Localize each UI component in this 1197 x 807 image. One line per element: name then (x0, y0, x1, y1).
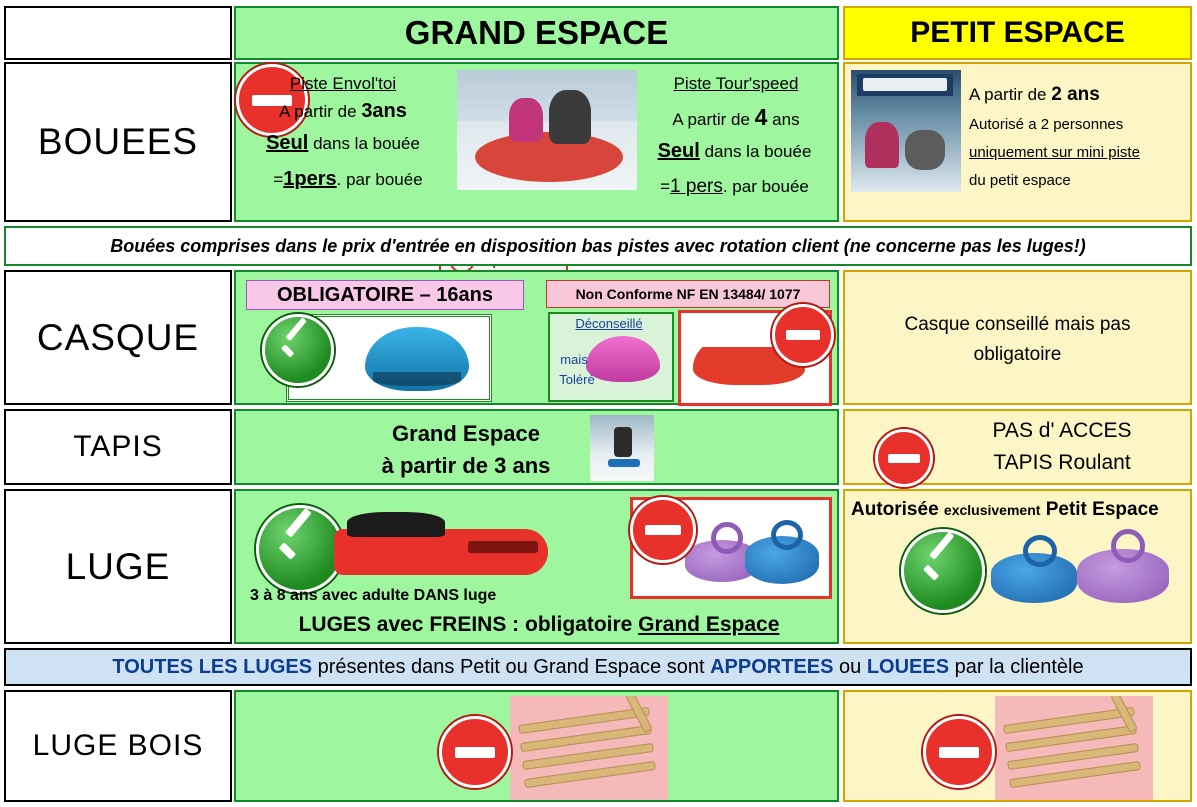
tapis-petit-line1: PAS d' ACCES (992, 419, 1132, 442)
no-entry-icon-luge-bois-petit (923, 716, 995, 788)
ok-check-icon-casque (262, 314, 334, 386)
luge-petit-suffix: Petit Espace (1045, 499, 1159, 520)
bouees-right-age-unit: ans (772, 110, 800, 129)
bouees-right-pers-line (632, 176, 837, 198)
tapis-grand-line1: Grand Espace (392, 421, 540, 446)
check-glyph-luge (275, 524, 324, 573)
luge-petit-cell (843, 489, 1192, 644)
casque-tolere-frame (548, 312, 674, 402)
bouees-right-age-prefix: A partir de (672, 110, 750, 129)
luge-bois-grand-cell (234, 690, 839, 802)
luge-bois-petit-cell (843, 690, 1192, 802)
luge-grand-note (244, 613, 834, 637)
casque-non-conforme-badge (546, 280, 830, 308)
casque-grand-cell (234, 270, 839, 405)
bouees-petit-line1-age: 2 ans (1051, 84, 1100, 105)
casque-petit-line2: obligatoire (973, 344, 1062, 365)
bouees-right-age-line (636, 104, 836, 131)
casque-obligatoire-badge (246, 280, 524, 310)
bouees-petit-line1-prefix: A partir de (969, 85, 1047, 104)
bouees-right-pers-suffix: . par bouée (722, 177, 809, 196)
casque-non-conforme-label: Non Conforme NF EN 13484/ 1077 (575, 286, 801, 302)
bouees-left-pers-suffix: . par bouée (336, 170, 423, 189)
header-grand-espace-label: GRAND ESPACE (404, 14, 669, 51)
no-entry-icon-luge (630, 497, 696, 563)
wood-sled-icon-grand (518, 710, 660, 790)
saucer-purple-icon-petit (1077, 549, 1169, 603)
row-label-luge-text: LUGE (65, 545, 171, 587)
saucer-blue-icon-petit (991, 553, 1077, 603)
bouees-left-pers: 1pers (283, 168, 337, 190)
bouees-left-age-line (248, 100, 438, 123)
row-label-tapis-text: TAPIS (73, 430, 163, 463)
row-label-luge-bois (4, 690, 232, 802)
wood-sled-icon-petit (1003, 710, 1145, 790)
band-part-5: LOUEES (866, 655, 950, 678)
bouees-grand-cell (234, 62, 839, 222)
bouees-piste-tourspeed: Piste Tour'speed (673, 74, 799, 93)
row-label-casque (4, 270, 232, 405)
header-petit-espace-label: PETIT ESPACE (910, 16, 1125, 49)
casque-obligatoire-label: OBLIGATOIRE – 16ans (277, 283, 493, 306)
casque-petit-line1: Casque conseillé mais pas (904, 314, 1131, 335)
photo-tapis (590, 415, 654, 481)
row-label-luge (4, 489, 232, 644)
row-label-casque-text: CASQUE (36, 316, 200, 358)
bouees-left-seul: Seul (266, 132, 309, 154)
header-petit-espace (843, 6, 1192, 60)
luge-grand-note-underline: Grand Espace (638, 613, 780, 636)
note-bouees-band (4, 226, 1192, 266)
row-label-bouees-text: BOUEES (37, 121, 199, 162)
bouees-petit-line3: uniquement sur mini piste (969, 144, 1140, 161)
photo-luge-bois-grand (510, 696, 668, 800)
luge-petit-line (851, 499, 1191, 521)
no-entry-icon-tapis (875, 429, 933, 487)
bouees-right-pers: 1 pers (670, 176, 723, 197)
band-toutes-les-luges (4, 648, 1192, 686)
tapis-grand-cell (234, 409, 839, 485)
bouees-left-age-prefix: A partir de (279, 102, 357, 121)
luge-petit-prefix: Autorisée (851, 499, 939, 520)
band-part-1: TOUTES LES LUGES (112, 655, 313, 678)
bouees-left-seul-suffix: dans la bouée (313, 134, 420, 153)
bouees-left-pers-prefix: = (273, 170, 284, 189)
bouees-right-seul-suffix: dans la bouée (704, 142, 812, 161)
band-part-4: ou (839, 655, 862, 678)
band-part-2: présentes dans Petit ou Grand Espace sont (317, 655, 705, 678)
casque-tolere-line1: Déconseillé (575, 316, 643, 331)
photo-luge-bois-petit (995, 696, 1153, 800)
saucer-blue-icon (745, 536, 819, 584)
row-label-luge-bois-text: LUGE BOIS (32, 729, 204, 762)
photo-mini-bouee (851, 70, 961, 192)
bouees-left-age: 3ans (361, 100, 407, 122)
bouees-petit-cell (843, 62, 1192, 222)
ok-check-icon-luge (256, 505, 344, 593)
luge-grand-cell (234, 489, 839, 644)
row-label-bouees (4, 62, 232, 222)
sled-red-icon (334, 529, 548, 575)
bouees-right-seul-line (632, 140, 837, 163)
no-entry-icon-luge-bois-grand (439, 716, 511, 788)
bouees-petit-line2: Autorisé a 2 personnes (969, 116, 1124, 133)
tapis-petit-line2: TAPIS Roulant (993, 451, 1131, 474)
bouees-petit-line4: du petit espace (969, 172, 1071, 189)
bouees-piste-envoltoi: Piste Envol'toi (289, 74, 397, 93)
luge-grand-caption: 3 à 8 ans avec adulte DANS luge (250, 587, 497, 604)
bouees-right-pers-prefix: = (660, 177, 671, 196)
bouees-left-pers-line (248, 168, 448, 191)
luge-petit-mid: exclusivement (943, 502, 1041, 518)
helmet-blue-icon (365, 327, 469, 391)
header-grand-espace (234, 6, 839, 60)
no-entry-icon-casque (772, 304, 834, 366)
bouees-petit-line1 (969, 84, 1184, 106)
ok-check-icon-petit-luge (901, 529, 985, 613)
note-bouees-text: Bouées comprises dans le prix d'entrée en disposition bas pistes avec rotation client (ne concerne pas les luges!) (110, 235, 1086, 256)
casque-petit-cell (843, 270, 1192, 405)
tapis-grand-line2: à partir de 3 ans (381, 453, 551, 478)
tapis-petit-cell (843, 409, 1192, 485)
luge-grand-note-prefix: LUGES avec FREINS : obligatoire (298, 613, 633, 636)
casque-tolere-line3: Toléré (559, 372, 595, 387)
band-part-3: APPORTEES (710, 655, 834, 678)
row-label-tapis (4, 409, 232, 485)
check-glyph-petit (920, 548, 967, 595)
photo-bouee-grand (457, 70, 637, 190)
header-corner-empty (4, 6, 232, 60)
check-glyph (278, 330, 318, 370)
bouees-right-age: 4 (754, 104, 768, 130)
casque-tolere-line2: mais (560, 352, 588, 367)
band-part-6: par la clientèle (954, 655, 1084, 678)
bouees-left-seul-line (248, 132, 438, 155)
bouees-right-seul: Seul (657, 140, 700, 162)
